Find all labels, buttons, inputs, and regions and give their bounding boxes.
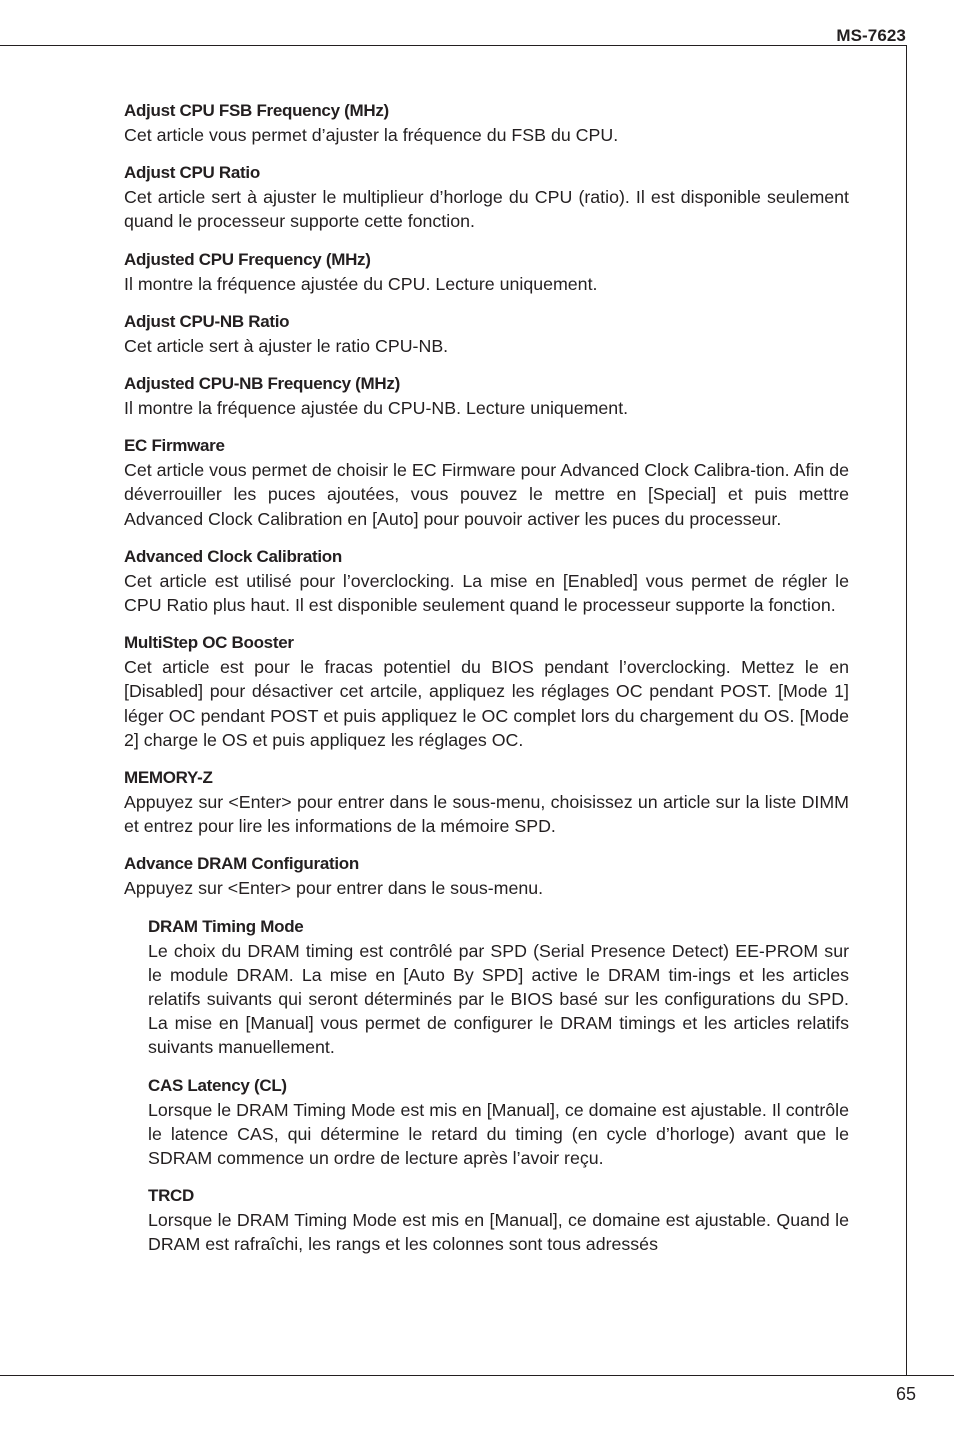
section-body: Cet article vous permet de choisir le EC Firmware pour Advanced Clock Calibra-tion. Afin de déverrouiller les puces ajoutées, vous pouvez le mettre en [Special] et puis mettre Advanced Clock Calibration en [Auto] pour pouvoir activer les puces du processeur. bbox=[124, 460, 849, 529]
section-body: Cet article sert à ajuster le multiplieur d’horloge du CPU (ratio). Il est disponible seulement quand le processeur supporte cette fonction. bbox=[124, 187, 849, 232]
footer-rule bbox=[0, 1375, 954, 1376]
section-title: EC Firmware bbox=[124, 436, 225, 456]
section-body: Il montre la fréquence ajustée du CPU. Lecture uniquement. bbox=[124, 273, 598, 294]
section-adjust-cpu-ratio bbox=[124, 161, 849, 233]
subsection-body: Le choix du DRAM timing est contrôlé par SPD (Serial Presence Detect) EE-PROM sur le module DRAM. La mise en [Auto By SPD] active le DRAM tim-ings et les articles relatifs suivants qui seront déterminés par le BIOS basé sur les configurations du SPD. La mise en [Manual] vous permet de configurer le DRAM timings et les articles relatifs suivants manuellement. bbox=[148, 940, 849, 1058]
section-adjusted-cpu-frequency bbox=[124, 248, 849, 296]
section-adjust-cpu-fsb-frequency bbox=[124, 99, 849, 147]
section-title: Adjusted CPU Frequency (MHz) bbox=[124, 249, 371, 269]
section-title: Adjust CPU FSB Frequency (MHz) bbox=[124, 101, 389, 120]
header-rule bbox=[0, 45, 907, 46]
section-memory-z bbox=[124, 766, 849, 838]
subsection-body: Lorsque le DRAM Timing Mode est mis en [Manual], ce domaine est ajustable. Quand le DRAM est rafraîchi, les rangs et les colonnes sont tous adressés bbox=[148, 1210, 849, 1255]
section-adjusted-cpu-nb-frequency bbox=[124, 372, 849, 420]
section-body: Cet article est utilisé pour l’overclocking. La mise en [Enabled] vous permet de régler le CPU Ratio plus haut. Il est disponible seulement quand le processeur supporte la fonction. bbox=[124, 570, 849, 616]
subsection-title: TRCD bbox=[148, 1186, 195, 1206]
subsection-title: CAS Latency (CL) bbox=[148, 1075, 287, 1095]
section-title: Adjusted CPU-NB Frequency (MHz) bbox=[124, 374, 400, 394]
section-ec-firmware bbox=[124, 434, 849, 531]
subsection-cas-latency bbox=[148, 1074, 849, 1171]
section-body: Cet article est pour le fracas potentiel du BIOS pendant l’overclocking. Mettez le en [Disabled] pour désactiver cet artcile, appliquez les réglages OC pendant POST. [Mode 1] léger OC pendant POST et puis appliquez le OC complet lors du chargement du OS. [Mode 2] charge le OS et puis appliquez les réglages OC. bbox=[124, 657, 849, 750]
subsection-body: Lorsque le DRAM Timing Mode est mis en [Manual], ce domaine est ajustable. Il contrôle le latence CAS, qui détermine le retard du timing (en cycle d’horloge) avant que le SDRAM commence un ordre de lecture après l’avoir reçu. bbox=[148, 1099, 849, 1169]
subsection-trcd bbox=[148, 1184, 849, 1256]
section-title: Adjust CPU Ratio bbox=[124, 163, 260, 183]
section-title: Adjust CPU-NB Ratio bbox=[124, 311, 290, 331]
section-multistep-oc-booster bbox=[124, 631, 849, 752]
section-advance-dram-configuration bbox=[124, 852, 849, 900]
section-title: Advanced Clock Calibration bbox=[124, 546, 342, 566]
section-body: Il montre la fréquence ajustée du CPU-NB. Lecture uniquement. bbox=[124, 398, 629, 419]
section-body: Appuyez sur <Enter> pour entrer dans le sous-menu, choisissez un article sur la liste DIMM et entrez pour lire les informations de la mémoire SPD. bbox=[124, 792, 849, 837]
right-margin-rule bbox=[906, 45, 907, 1375]
section-title: Advance DRAM Configuration bbox=[124, 854, 359, 874]
page-number: 65 bbox=[895, 1384, 916, 1404]
section-title: MultiStep OC Booster bbox=[124, 633, 294, 653]
model-label: MS-7623 bbox=[836, 26, 906, 45]
section-body: Cet article sert à ajuster le ratio CPU-NB. bbox=[124, 335, 449, 356]
subsection-title: DRAM Timing Mode bbox=[148, 916, 304, 936]
page-content bbox=[124, 99, 849, 1271]
section-adjust-cpu-nb-ratio bbox=[124, 310, 849, 358]
section-body: Cet article vous permet d’ajuster la fréquence du FSB du CPU. bbox=[124, 125, 619, 145]
section-body: Appuyez sur <Enter> pour entrer dans le sous-menu. bbox=[124, 878, 544, 899]
section-title: MEMORY-Z bbox=[124, 768, 213, 788]
subsection-dram-timing-mode bbox=[148, 915, 849, 1060]
section-advanced-clock-calibration bbox=[124, 545, 849, 617]
